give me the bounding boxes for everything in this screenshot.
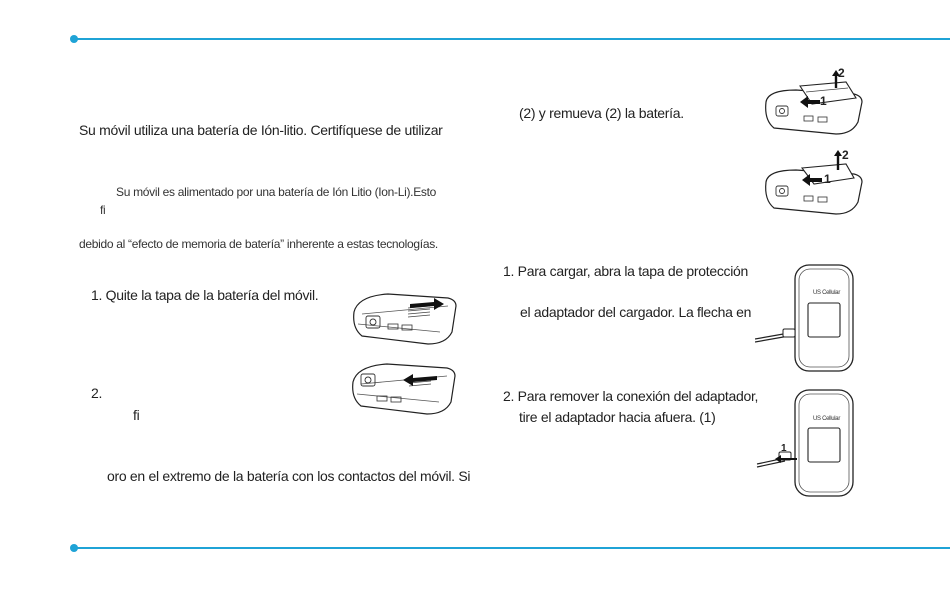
step-2-number: 2.	[91, 385, 103, 401]
divider-dot	[70, 35, 78, 43]
contacts-line: oro en el extremo de la batería con los contactos del móvil. Si	[107, 468, 471, 484]
step-2-fi: fi	[133, 407, 140, 423]
top-divider	[74, 38, 950, 40]
removal-label-2: 2	[842, 148, 849, 162]
charge-step-1-line-1: 1. Para cargar, abra la tapa de protección	[503, 263, 749, 279]
charge-step-2-line-2: tire el adaptador hacia afuera. (1)	[519, 409, 716, 425]
charge-step-2-line-1: 2. Para remover la conexión del adaptador,	[503, 388, 759, 404]
battery-cover-close-illustration	[347, 362, 462, 418]
battery-removal-illustration-top	[760, 68, 868, 138]
removal-label-1: 1	[820, 94, 827, 108]
memory-effect-line: debido al “efecto de memoria de batería” inherente a estas tecnologías.	[79, 237, 438, 251]
phone-brand-text: US Cellular	[813, 416, 841, 422]
phone-charger-connect-illustration	[755, 263, 855, 373]
removal-label-1: 1	[824, 172, 831, 186]
battery-removal-illustration-bottom	[760, 148, 868, 218]
note-fi: fi	[100, 203, 106, 217]
disconnect-label-1: 1	[781, 443, 787, 454]
charge-step-1-line-2: el adaptador del cargador. La flecha en	[520, 304, 752, 320]
divider-dot	[70, 544, 78, 552]
phone-charger-disconnect-illustration	[755, 388, 855, 498]
note-line: Su móvil es alimentado por una batería de Ión Litio (Ion-Li).Esto	[116, 185, 437, 199]
remove-battery-line: (2) y remueva (2) la batería.	[519, 105, 684, 121]
intro-line: Su móvil utiliza una batería de Ión-litio. Certifíquese de utilizar	[79, 122, 443, 138]
bottom-divider	[74, 547, 950, 549]
battery-cover-open-illustration	[348, 292, 463, 348]
step-1-remove-cover: 1. Quite la tapa de la batería del móvil.	[91, 287, 319, 303]
phone-brand-text: US Cellular	[813, 290, 841, 296]
removal-label-2: 2	[838, 66, 845, 80]
